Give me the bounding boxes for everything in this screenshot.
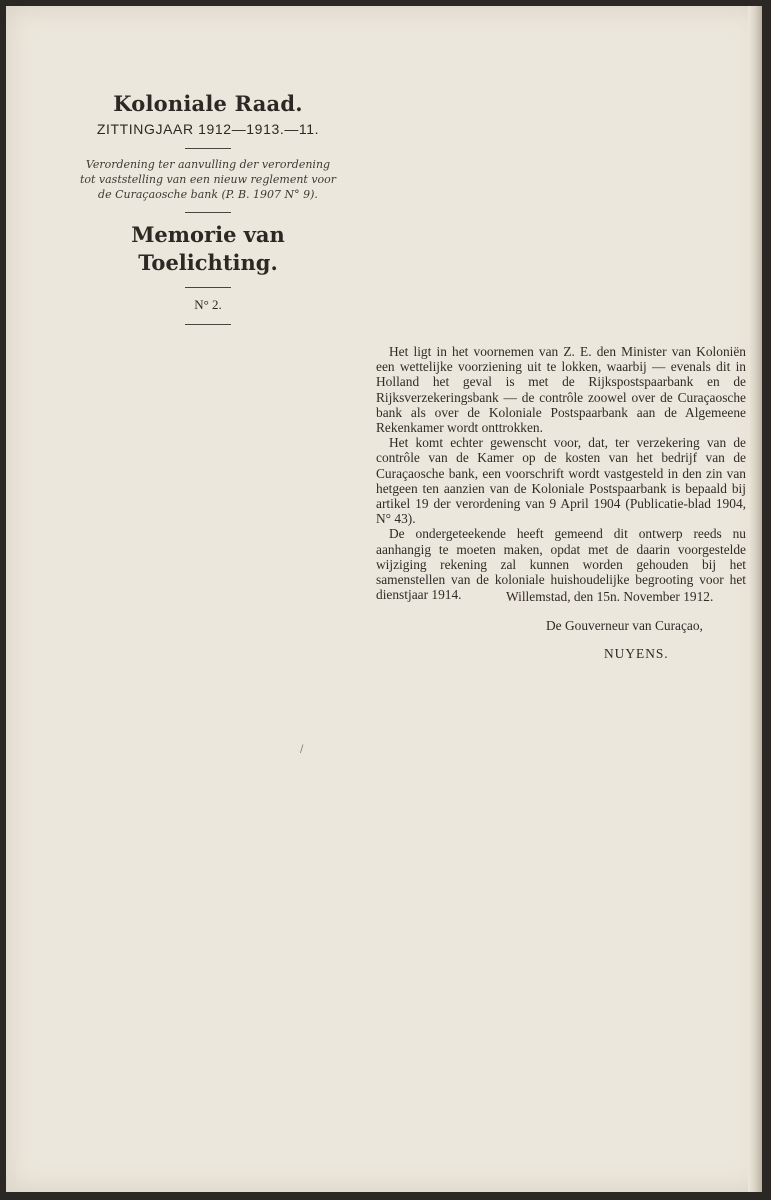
- paper-mark: /: [300, 744, 304, 755]
- signature-name: NUYENS.: [604, 646, 669, 661]
- divider: [185, 324, 231, 325]
- body-paragraph: Het komt echter gewenscht voor, dat, ter verzekering van de contrôle van de Kamer op de kosten van het bedrijf van de Curaçaosche bank, een voorschrift wordt vastgesteld in den zin van hetgeen ten aanzien van de Koloniale Postspaarbank is bepaald bij artikel 19 der verordening van 9 April 1904 (Publicatie-blad 1904, N° 43).: [376, 435, 746, 527]
- governor-title: De Gouverneur van Curaçao,: [546, 618, 703, 633]
- body-paragraph: De ondergeteekende heeft gemeend dit ontwerp reeds nu aanhangig te moeten maken, opdat met de daarin voorgestelde wijziging rekening zal kunnen worden gehouden bij het samenstellen van de koloniale huishoudelijke begrooting voor het dienstjaar 1914.: [376, 526, 746, 603]
- place-date: Willemstad, den 15n. November 1912.: [506, 589, 714, 604]
- divider: [185, 148, 231, 149]
- page-edge-shadow: [748, 6, 762, 1192]
- body-paragraph: Het ligt in het voornemen van Z. E. den Minister van Koloniën een wettelijke voorziening uit te lokken, waarbij — evenals dit in Holland het geval is met de Rijkspostspaarbank en de Rijksverzekeringsbank — de contrôle zoowel over de Curaçaosche bank als over de Koloniale Postspaarbank aan de Algemeene Rekenkamer wordt onttrokken.: [376, 344, 746, 436]
- ordinance-title-line: de Curaçaosche bank (P. B. 1907 N° 9).: [98, 188, 318, 201]
- divider: [185, 287, 231, 288]
- document-header: [70, 90, 346, 333]
- session-year: ZITTINGJAAR 1912—1913.—11.: [96, 121, 320, 137]
- divider: [185, 212, 231, 213]
- document-number: N° 2.: [194, 297, 222, 312]
- memo-title: Memorie van Toelichting.: [131, 222, 285, 275]
- ordinance-title-line: tot vaststelling van een nieuw reglement voor: [79, 173, 337, 186]
- document-page: [6, 6, 762, 1192]
- memo-body: [376, 344, 746, 602]
- ordinance-title: [70, 157, 346, 202]
- ordinance-title-line: Verordening ter aanvulling der verordening: [85, 158, 331, 171]
- council-title: Koloniale Raad.: [113, 91, 303, 116]
